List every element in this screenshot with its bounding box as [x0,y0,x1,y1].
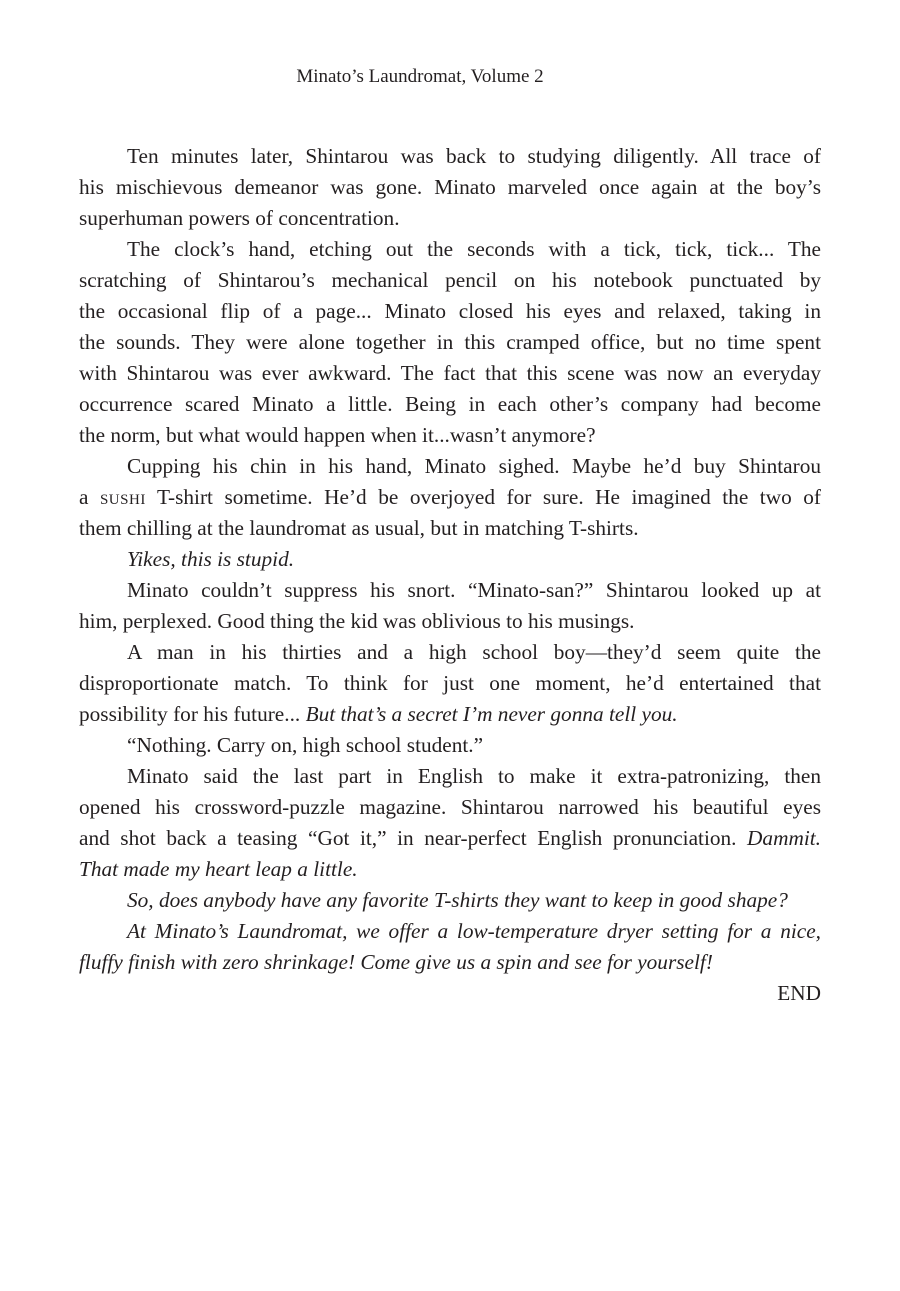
italic-text: But that’s a secret I’m never gonna tell you. [305,702,678,726]
paragraph [79,730,821,761]
text-line [79,420,821,451]
italic-text: So, does anybody have any favorite T-shirts they want to keep in good shape? [127,888,788,912]
text-segment: A man in his thirties and a high school boy—they’d seem quite the [127,640,821,664]
paragraph [79,916,821,978]
text-line [79,172,821,203]
text-segment: scratching of Shintarou’s mechanical pencil on his notebook punctuated by [79,268,821,292]
text-line [79,141,821,172]
text-line [79,761,821,792]
text-segment: and shot back a teasing “Got it,” in near-perfect English pronunciation. [79,826,748,850]
text-line [79,327,821,358]
text-segment: with Shintarou was ever awkward. The fact that this scene was now an everyday [79,361,821,385]
italic-text: Dammit. [747,826,821,850]
text-segment: him, perplexed. Good thing the kid was oblivious to his musings. [79,609,635,633]
page-body [79,141,821,1009]
text-segment: superhuman powers of concentration. [79,206,400,230]
text-line [79,451,821,482]
text-line [79,885,821,916]
text-line [79,265,821,296]
paragraph [79,141,821,234]
text-segment: disproportionate match. To think for just one moment, he’d entertained that [79,671,821,695]
text-segment: his mischievous demeanor was gone. Minato marveled once again at the boy’s [79,175,821,199]
end-mark: END [777,981,821,1005]
text-line [79,916,821,947]
text-segment: the sounds. They were alone together in this cramped office, but no time spent [79,330,821,354]
text-segment: them chilling at the laundromat as usual, but in matching T-shirts. [79,516,639,540]
italic-text: fluffy finish with zero shrinkage! Come give us a spin and see for yourself! [79,950,713,974]
italic-text: At Minato’s Laundromat, we offer a low-temperature dryer setting for a nice, [127,919,821,943]
small-caps-text: sushi [99,485,146,509]
italic-text: That made my heart leap a little. [79,857,358,881]
text-line [79,668,821,699]
paragraph [79,544,821,575]
text-segment: T-shirt sometime. He’d be overjoyed for sure. He imagined the two of [145,485,821,509]
text-segment: possibility for his future... [79,702,306,726]
text-segment: Cupping his chin in his hand, Minato sighed. Maybe he’d buy Shintarou [127,454,821,478]
text-line [79,482,821,513]
text-line [79,730,821,761]
text-line [79,358,821,389]
paragraph [79,761,821,885]
text-line [79,234,821,265]
paragraph [79,451,821,544]
text-line [79,389,821,420]
paragraph [79,575,821,637]
text-segment: the occasional flip of a page... Minato closed his eyes and relaxed, taking in [79,299,821,323]
text-line [79,792,821,823]
paragraph [79,234,821,451]
text-segment: “Nothing. Carry on, high school student.” [127,733,484,757]
text-segment: The clock’s hand, etching out the seconds with a tick, tick, tick... The [127,237,821,261]
text-segment: Ten minutes later, Shintarou was back to studying diligently. All trace of [127,144,821,168]
text-line [79,203,821,234]
text-line [79,823,821,854]
text-segment: occurrence scared Minato a little. Being in each other’s company had become [79,392,821,416]
paragraph [79,637,821,730]
text-segment: Minato couldn’t suppress his snort. “Minato-san?” Shintarou looked up at [127,578,821,602]
text-line [79,637,821,668]
text-segment: Minato said the last part in English to make it extra-patronizing, then [127,764,821,788]
text-line [79,699,821,730]
text-line [79,513,821,544]
running-header: Minato’s Laundromat, Volume 2 [296,66,544,87]
text-segment: a [79,485,100,509]
text-line [79,575,821,606]
text-line [79,947,821,978]
text-segment: the norm, but what would happen when it...wasn’t anymore? [79,423,596,447]
text-line [79,606,821,637]
text-segment: opened his crossword-puzzle magazine. Shintarou narrowed his beautiful eyes [79,795,821,819]
text-line [79,544,821,575]
paragraph [79,885,821,916]
italic-text: Yikes, this is stupid. [127,547,295,571]
text-line [79,296,821,327]
text-line [79,854,821,885]
